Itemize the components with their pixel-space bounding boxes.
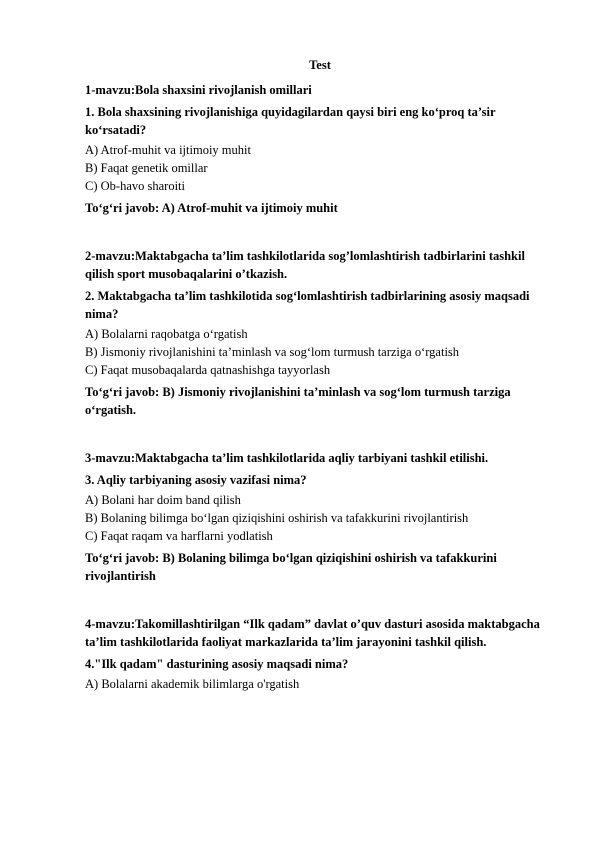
- document-title: Test: [309, 58, 331, 72]
- question-text: 2. Maktabgacha ta’lim tashkilotida sog‘lomlashtirish tadbirlarining asosiy maqsadi nima?: [85, 289, 530, 321]
- question-text: 4."Ilk qadam" dasturining asosiy maqsadi nima?: [85, 657, 349, 671]
- topic-heading: 1-mavzu:Bola shaxsini rivojlanish omillari: [85, 83, 312, 97]
- topic-heading: 2-mavzu:Maktabgacha ta’lim tashkilotlarida sog’lomlashtirish tadbirlarini tashkil qilish sport musobaqalarini o’tkazish.: [85, 249, 525, 281]
- section-1: [85, 81, 555, 217]
- option-a: A) Bolani har doim band qilish: [85, 493, 241, 507]
- topic-heading: 3-mavzu:Maktabgacha ta’lim tashkilotlarida aqliy tarbiyani tashkil etilishi.: [85, 451, 489, 465]
- section-4: [85, 615, 555, 693]
- option-a: A) Atrof-muhit va ijtimoiy muhit: [85, 143, 251, 157]
- topic-heading: 4-mavzu:Takomillashtirilgan “Ilk qadam” davlat o’quv dasturi asosida maktabgacha ta’lim tashkilotlarida faoliyat markazlarida ta’lim jarayonini tashkil qilish.: [85, 617, 540, 649]
- correct-answer: To‘g‘ri javob: A) Atrof-muhit va ijtimoiy muhit: [85, 201, 338, 215]
- option-b: B) Faqat genetik omillar: [85, 161, 208, 175]
- question-text: 1. Bola shaxsining rivojlanishiga quyidagilardan qaysi biri eng ko‘proq ta’sir ko‘rsatadi?: [85, 105, 496, 137]
- option-a: A) Bolalarni raqobatga o‘rgatish: [85, 327, 248, 341]
- option-c: C) Faqat raqam va harflarni yodlatish: [85, 529, 273, 543]
- section-2: [85, 247, 555, 419]
- option-b: B) Jismoniy rivojlanishini ta’minlash va sog‘lom turmush tarziga o‘rgatish: [85, 345, 460, 359]
- document-page: [85, 58, 555, 693]
- correct-answer: To‘g‘ri javob: B) Bolaning bilimga bo‘lgan qiziqishini oshirish va tafakkurini rivojlantirish: [85, 551, 497, 583]
- option-c: C) Faqat musobaqalarda qatnashishga tayyorlash: [85, 363, 331, 377]
- section-3: [85, 449, 555, 585]
- option-a: A) Bolalarni akademik bilimlarga o'rgatish: [85, 677, 300, 691]
- option-b: B) Bolaning bilimga bo‘lgan qiziqishini oshirish va tafakkurini rivojlantirish: [85, 511, 469, 525]
- question-text: 3. Aqliy tarbiyaning asosiy vazifasi nima?: [85, 473, 307, 487]
- option-c: C) Ob-havo sharoiti: [85, 179, 185, 193]
- correct-answer: To‘g‘ri javob: B) Jismoniy rivojlanishini ta’minlash va sog‘lom turmush tarziga o‘rgatish.: [85, 385, 511, 417]
